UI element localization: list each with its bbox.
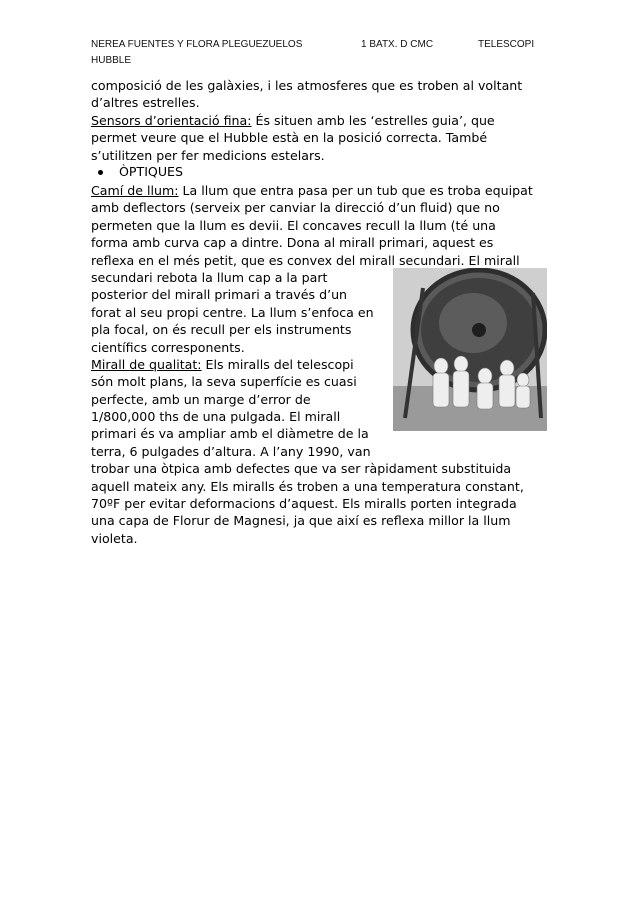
header-topic: TELESCOPI (478, 39, 535, 50)
text-line: amb deflectors (serveix per canviar la direcció d’un fluid) que no (91, 200, 500, 216)
text-line: secundari rebota la llum cap a la part (91, 269, 328, 285)
text-line: són molt plans, la seva superfície es cuasi (91, 374, 357, 390)
sensors-term: Sensors d’orientació fina: (91, 112, 252, 128)
sensors-line1-rest: És situen amb les ‘estrelles guia’, que (251, 112, 495, 128)
text-line: reflexa en el més petit, que es convex del mirall secundari. El mirall (91, 252, 520, 268)
text-line: pla focal, on és recull per els instruments (91, 322, 352, 338)
bullet-icon (98, 170, 103, 175)
text-line: 1/800,000 ths de una pulgada. El mirall (91, 409, 341, 425)
text-line: primari és va ampliar amb el diàmetre de la (91, 426, 369, 442)
cami-line1-rest: La llum que entra pasa per un tub que es troba equipat (178, 183, 533, 198)
text-line: posterior del mirall primari a través d’un (91, 287, 348, 303)
text-line: permeten que la llum es devii. El concaves recull la llum (té una (91, 217, 496, 233)
intro-paragraph (91, 77, 561, 164)
text-line: s’utilitzen per fer medicions estelars. (91, 147, 325, 163)
header-authors-continued: HUBBLE (91, 55, 132, 66)
header-course: 1 BATX. D CMC (361, 39, 434, 50)
text-line: aquell mateix any. Els miralls és troben a una temperatura constant, (91, 478, 524, 494)
mirall-term: Mirall de qualitat: (91, 356, 202, 372)
text-line: forma amb curva cap a dintre. Dona al mirall primari, aquest es (91, 235, 494, 251)
mirror-photo-illustration (393, 268, 547, 431)
section-title: ÒPTIQUES (119, 164, 183, 179)
text-line: forat al seu propi centre. La llum s’enfoca en (91, 304, 374, 320)
text-line: terra, 6 pulgades d’altura. A l’any 1990, van (91, 443, 371, 459)
text-line: violeta. (91, 530, 138, 546)
text-line: trobar una òtpica amb defectes que va ser ràpidament substituida (91, 461, 512, 477)
text-line: permet veure que el Hubble està en la posició correcta. També (91, 130, 488, 146)
text-line: composició de les galàxies, i les atmosferes que es troben al voltant (91, 78, 523, 93)
sensors-first-line (91, 112, 561, 129)
mirror-photo (393, 268, 547, 431)
cami-first-line (91, 182, 561, 199)
text-line: perfecte, amb un marge d’error de (91, 391, 311, 407)
text-line: una capa de Florur de Magnesi, ja que així es reflexa millor la llum (91, 513, 511, 529)
text-line: científics corresponents. (91, 339, 245, 355)
header-authors: NEREA FUENTES Y FLORA PLEGUEZUELOS (91, 39, 303, 50)
text-line: 70ºF per evitar deformacions d’aquest. Els miralls porten integrada (91, 496, 517, 512)
cami-term: Camí de llum: (91, 183, 179, 198)
mirall-line1-rest: Els miralls del telescopi (201, 356, 354, 372)
text-line: d’altres estrelles. (91, 95, 200, 111)
